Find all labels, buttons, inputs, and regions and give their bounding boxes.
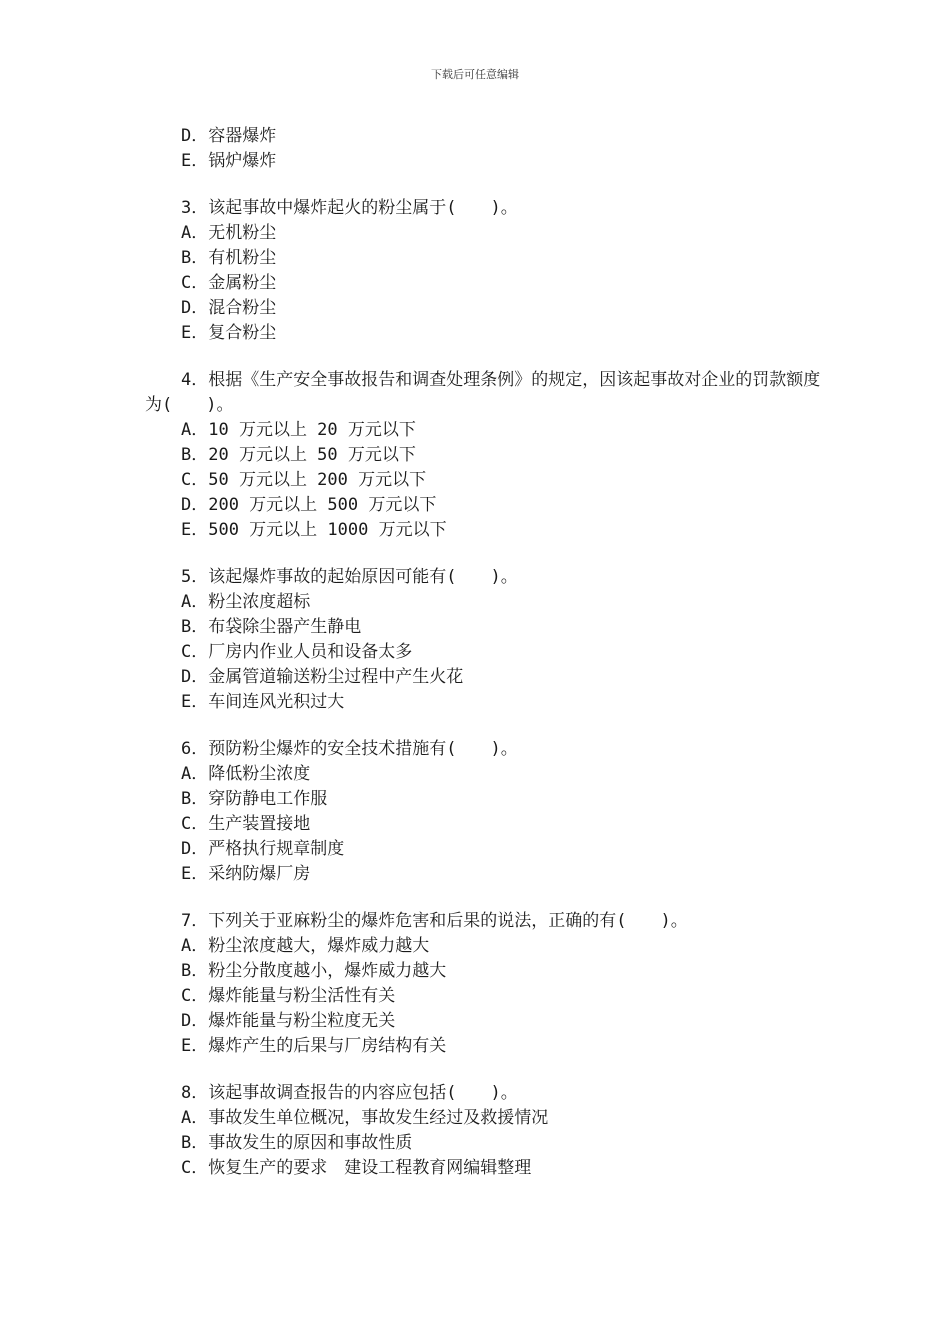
option: E．采纳防爆厂房 bbox=[181, 864, 311, 884]
option: C．恢复生产的要求 建设工程教育网编辑整理 bbox=[181, 1158, 532, 1178]
option: C．厂房内作业人员和设备太多 bbox=[181, 642, 413, 662]
question-stem: 3．该起事故中爆炸起火的粉尘属于( )。 bbox=[181, 198, 518, 218]
option: B．穿防静电工作服 bbox=[181, 789, 328, 809]
question-5 bbox=[145, 565, 825, 715]
question-stem: 6．预防粉尘爆炸的安全技术措施有( )。 bbox=[181, 739, 518, 759]
question-stem: 8．该起事故调查报告的内容应包括( )。 bbox=[181, 1083, 518, 1103]
question-stem: 5．该起爆炸事故的起始原因可能有( )。 bbox=[181, 567, 518, 587]
option: B．事故发生的原因和事故性质 bbox=[181, 1133, 413, 1153]
option: D．爆炸能量与粉尘粒度无关 bbox=[181, 1011, 396, 1031]
option: A．粉尘浓度超标 bbox=[181, 592, 311, 612]
question-7 bbox=[145, 909, 825, 1059]
option: E．车间连风光积过大 bbox=[181, 692, 345, 712]
question-stem: 4．根据《生产安全事故报告和调查处理条例》的规定，因该起事故对企业的罚款额度为( )。 bbox=[145, 370, 821, 415]
option: A．降低粉尘浓度 bbox=[181, 764, 311, 784]
option: E．复合粉尘 bbox=[181, 323, 277, 343]
question-6 bbox=[145, 737, 825, 887]
option: E．锅炉爆炸 bbox=[181, 151, 277, 171]
option: A．无机粉尘 bbox=[181, 223, 277, 243]
option: D．容器爆炸 bbox=[181, 126, 277, 146]
document-body bbox=[145, 124, 825, 1181]
question-stem: 7．下列关于亚麻粉尘的爆炸危害和后果的说法，正确的有( )。 bbox=[181, 911, 688, 931]
question-4 bbox=[145, 368, 825, 543]
option: B．布袋除尘器产生静电 bbox=[181, 617, 362, 637]
option: A．事故发生单位概况，事故发生经过及救援情况 bbox=[181, 1108, 549, 1128]
option: B．粉尘分散度越小，爆炸威力越大 bbox=[181, 961, 447, 981]
question-3 bbox=[145, 196, 825, 346]
option: D．200 万元以上 500 万元以下 bbox=[181, 495, 437, 515]
question-8 bbox=[145, 1081, 825, 1181]
option: C．金属粉尘 bbox=[181, 273, 277, 293]
option: C．50 万元以上 200 万元以下 bbox=[181, 470, 427, 490]
option: E．爆炸产生的后果与厂房结构有关 bbox=[181, 1036, 447, 1056]
option: A．10 万元以上 20 万元以下 bbox=[181, 420, 416, 440]
option: B．20 万元以上 50 万元以下 bbox=[181, 445, 416, 465]
option: D．混合粉尘 bbox=[181, 298, 277, 318]
option: D．严格执行规章制度 bbox=[181, 839, 345, 859]
option: C．爆炸能量与粉尘活性有关 bbox=[181, 986, 396, 1006]
option: C．生产装置接地 bbox=[181, 814, 311, 834]
page-header: 下载后可任意编辑 bbox=[431, 68, 519, 81]
option: E．500 万元以上 1000 万元以下 bbox=[181, 520, 447, 540]
option: A．粉尘浓度越大，爆炸威力越大 bbox=[181, 936, 430, 956]
option: B．有机粉尘 bbox=[181, 248, 277, 268]
option: D．金属管道输送粉尘过程中产生火花 bbox=[181, 667, 464, 687]
